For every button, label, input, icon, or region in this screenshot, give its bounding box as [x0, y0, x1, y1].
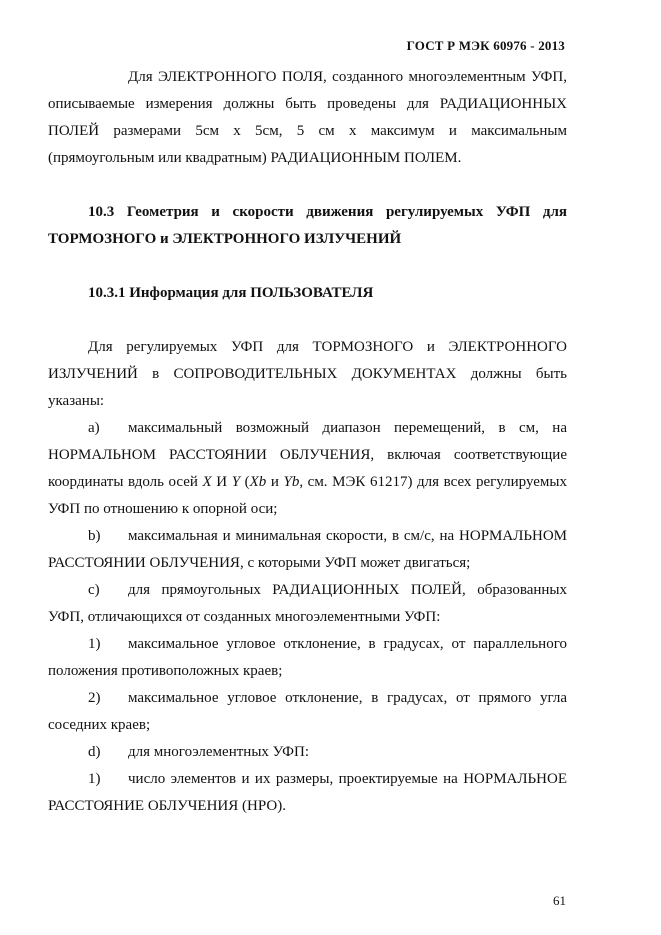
list-item-text: максимальная и минимальная скорости, в см/с, на НОРМАЛЬНОМ РАССТОЯНИИ ОБЛУЧЕНИЯ, с которыми УФП может двигаться;	[48, 528, 567, 571]
list-item-label: 1)	[88, 636, 101, 652]
list-item-a	[48, 415, 567, 523]
spacer	[48, 172, 567, 199]
list-item-label: a)	[88, 420, 100, 436]
list-item-text: максимальное угловое отклонение, в градусах, от параллельного положения противоположных краев;	[48, 636, 567, 679]
section-heading: 10.3 Геометрия и скорости движения регулируемых УФП для ТОРМОЗНОГО и ЭЛЕКТРОННОГО ИЗЛУЧЕНИЙ	[48, 204, 567, 247]
list-item-c-2	[48, 685, 567, 739]
list-item-label: 1)	[88, 771, 101, 787]
spacer	[48, 307, 567, 334]
intro-paragraph: Для ЭЛЕКТРОННОГО ПОЛЯ, созданного многоэлементным УФП, описываемые измерения должны быть проведены для РАДИАЦИОННЫХ ПОЛЕЙ размерами 5см х 5см, 5 см х максимум и максимальным (прямоугольным или квадратным) РАДИАЦИОННЫМ ПОЛЕМ.	[48, 69, 567, 166]
list-item-text: максимальное угловое отклонение, в градусах, от прямого угла соседних краев;	[48, 690, 567, 733]
axis-xb-symbol: Xb	[249, 474, 267, 490]
list-item-text: И	[211, 474, 232, 490]
page-content	[48, 64, 567, 820]
list-item-text: (	[240, 474, 250, 490]
list-item-label: d)	[88, 744, 101, 760]
list-item-c-1	[48, 631, 567, 685]
list-item-d-1	[48, 766, 567, 820]
list-item-d	[48, 739, 567, 766]
axis-x-symbol: X	[202, 474, 212, 490]
page-number: 61	[553, 893, 566, 908]
list-item-text: число элементов и их размеры, проектируемые на НОРМАЛЬНОЕ РАССТОЯНИЕ ОБЛУЧЕНИЯ (НРО).	[48, 771, 567, 814]
standard-id: ГОСТ Р МЭК 60976 - 2013	[406, 38, 565, 53]
list-item-text: , см. МЭК 61217) для всех регулируемых УФП по отношению к опорной оси;	[48, 474, 567, 517]
list-item-label: c)	[88, 582, 100, 598]
subsection-heading: 10.3.1 Информация для ПОЛЬЗОВАТЕЛЯ	[88, 285, 374, 301]
list-item-text: для многоэлементных УФП:	[128, 744, 310, 760]
document-header	[407, 38, 565, 54]
list-item-text: для прямоугольных РАДИАЦИОННЫХ ПОЛЕЙ, образованных УФП, отличающихся от созданных многоэлементными УФП:	[48, 582, 567, 625]
lead-paragraph: Для регулируемых УФП для ТОРМОЗНОГО и ЭЛЕКТРОННОГО ИЗЛУЧЕНИЙ в СОПРОВОДИТЕЛЬНЫХ ДОКУМЕНТАХ должны быть указаны:	[48, 339, 567, 409]
list-item-label: b)	[88, 528, 101, 544]
list-item-text: и	[266, 474, 284, 490]
list-item-label: 2)	[88, 690, 101, 706]
axis-yb-symbol: Yb	[283, 474, 300, 490]
list-item-c	[48, 577, 567, 631]
list-item-b	[48, 523, 567, 577]
spacer	[48, 253, 567, 280]
list-item-text: максимальный возможный диапазон перемещений, в см, на НОРМАЛЬНОМ РАССТОЯНИИ ОБЛУЧЕНИЯ, включая соответствующие координаты вдоль осей	[48, 420, 567, 490]
axis-y-symbol: Y	[231, 474, 241, 490]
